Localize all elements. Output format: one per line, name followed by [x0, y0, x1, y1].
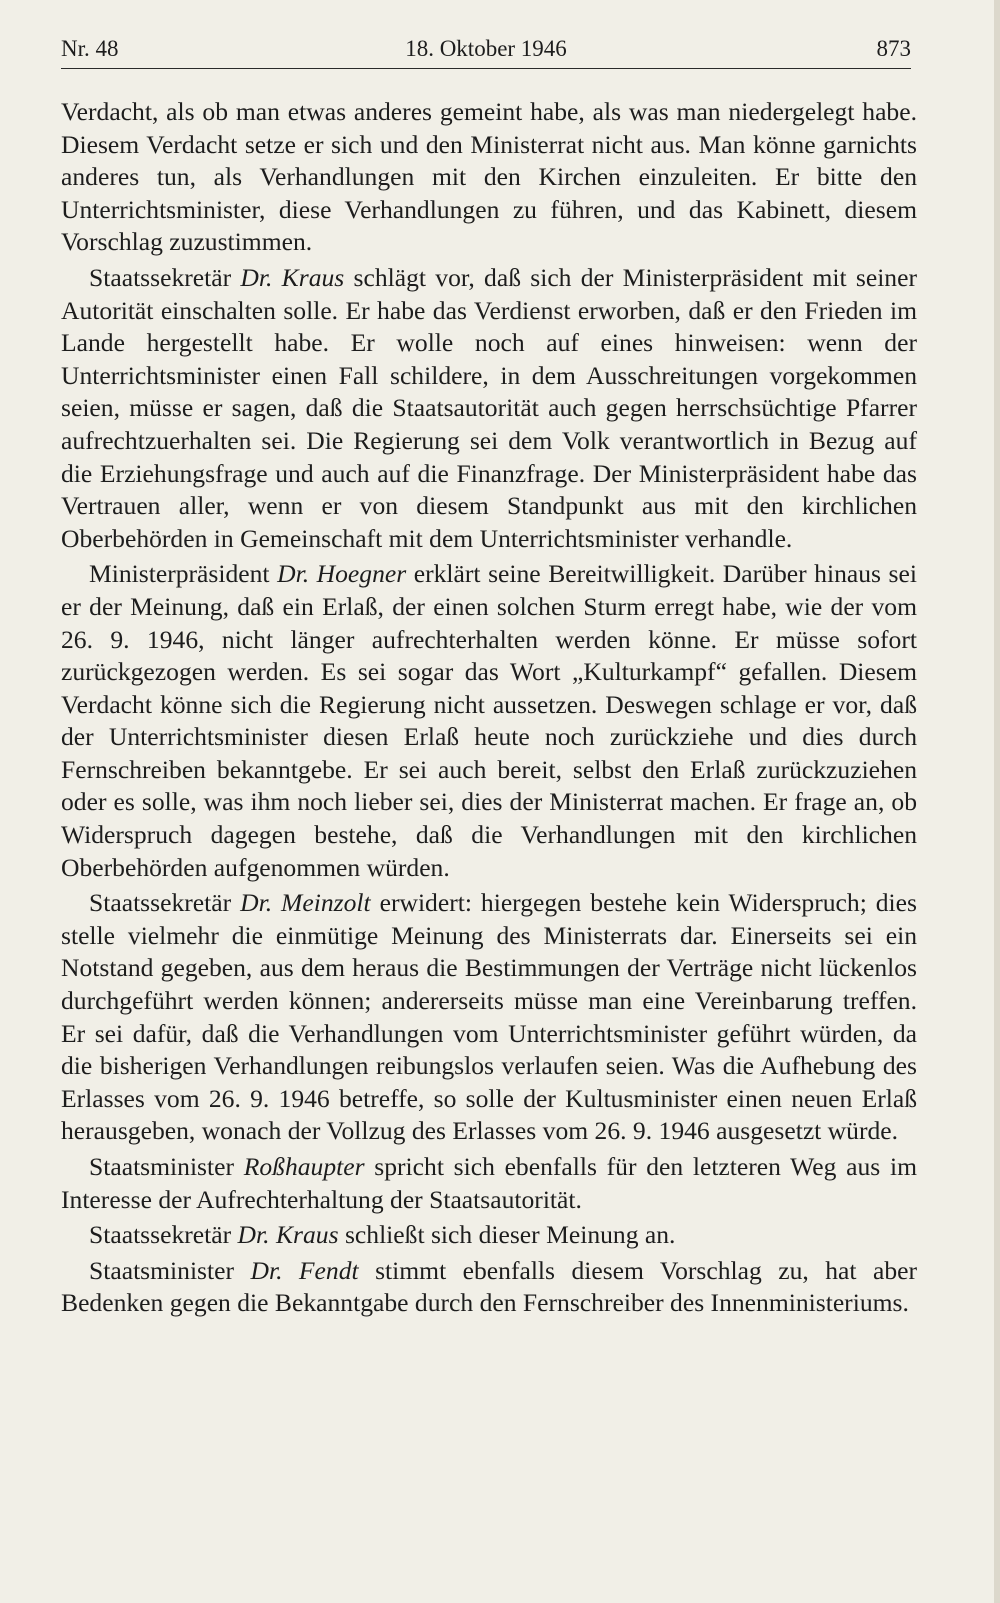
paragraph-hoegner [61, 558, 917, 884]
paragraph-text: erklärt seine Bereitwilligkeit. Darüber hinaus sei er der Meinung, daß ein Erlaß, der einen solchen Sturm erregt habe, wie der vom 26. 9. 1946, nicht länger aufrechterhalten werden könne. Er müsse sofort zurückgezogen werden. Es sei sogar das Wort „Kulturkampf“ gefallen. Diesem Verdacht könne sich die Regierung nicht aussetzen. Deswegen schlage er vor, daß der Unterrichtsminister diesen Erlaß heute noch zurückziehe und dies durch Fernschreiben bekanntgebe. Er sei auch bereit, selbst den Erlaß zurückzuziehen oder es solle, was ihm noch lieber sei, dies der Ministerrat machen. Er frage an, ob Widerspruch dagegen bestehe, daß die Verhandlungen mit den kirchlichen Oberbehörden aufgenommen würden. [61, 559, 917, 882]
speaker-name: Dr. Kraus [237, 1220, 339, 1250]
speaker-title: Staatssekretär [89, 262, 232, 292]
header-date: 18. Oktober 1946 [405, 36, 567, 61]
paragraph-text: erwidert: hiergegen bestehe kein Widerspruch; dies stelle vielmehr die einmütige Meinung des Ministerrats dar. Einerseits sei ein Notstand gegeben, aus dem heraus die Bestimmungen der Verträge nicht lückenlos durchgeführt werden können; andererseits müsse man eine Vereinbarung treffen. Er sei dafür, daß die Verhandlungen vom Unterrichtsminister geführt würden, da die bisherigen Verhandlungen reibungslos verlaufen seien. Was die Aufhebung des Erlasses vom 26. 9. 1946 betreffe, so solle der Kultusminister einen neuen Erlaß herausgeben, wonach der Vollzug des Erlasses vom 26. 9. 1946 ausgesetzt würde. [61, 888, 917, 1146]
speaker-title: Staatsminister [89, 1255, 235, 1285]
paragraph-meinzolt [61, 887, 917, 1148]
paragraph-kraus-2 [61, 1219, 917, 1252]
speaker-title: Staatsminister [89, 1152, 235, 1181]
issue-number: Nr. 48 [61, 36, 119, 61]
speaker-name: Dr. Kraus [240, 262, 345, 292]
speaker-name: Roßhaupter [243, 1152, 365, 1181]
paragraph-text: stimmt ebenfalls diesem Vorschlag zu, hat aber Bedenken gegen die Bekanntgabe durch den Fernschreiber des Innenministeriums. [61, 1255, 917, 1318]
paragraph-fendt [61, 1255, 917, 1320]
speaker-title: Ministerpräsident [89, 559, 270, 589]
body-text [61, 96, 917, 1323]
speaker-name: Dr. Meinzolt [240, 888, 371, 918]
paragraph-text: spricht sich ebenfalls für den letzteren Weg aus im Interesse der Aufrechterhaltung der Staatsautorität. [61, 1152, 917, 1214]
paragraph-kraus [61, 262, 917, 555]
page-number: 873 [876, 36, 911, 61]
speaker-title: Staatssekretär [89, 1220, 232, 1250]
paragraph-text: schlägt vor, daß sich der Ministerpräsident mit seiner Autorität einschalten solle. Er habe das Verdienst erworben, daß er den Frieden im Lande hergestellt habe. Er wolle noch auf eines hinweisen: wenn der Unterrichtsminister einen Fall schildere, in dem Ausschreitungen vorgekommen seien, müsse er sagen, daß die Staatsautorität auch gegen herrschsüchtige Pfarrer aufrechtzuerhalten sei. Die Regierung sei dem Volk verantwortlich in Bezug auf die Erziehungsfrage und auch auf die Finanzfrage. Der Ministerpräsident habe das Vertrauen aller, wenn er von diesem Standpunkt aus mit den kirchlichen Oberbehörden in Gemeinschaft mit dem Unterrichtsminister verhandle. [61, 262, 917, 553]
speaker-title: Staatssekretär [89, 888, 232, 918]
page-header [61, 34, 911, 69]
paragraph-rosshaupter [61, 1151, 917, 1216]
speaker-name: Dr. Fendt [250, 1255, 359, 1285]
paragraph-text: Verdacht, als ob man etwas anderes gemeint habe, als was man niedergelegt habe. Diesem Verdacht setze er sich und den Ministerrat nicht aus. Man könne garnichts anderes tun, als Verhandlungen mit den Kirchen einzuleiten. Er bitte den Unterrichtsminister, diese Verhandlungen zu führen, und das Kabinett, diesem Vorschlag zuzustimmen. [61, 97, 917, 257]
speaker-name: Dr. Hoegner [277, 559, 407, 589]
paragraph-continuation [61, 96, 917, 259]
paragraph-text: schließt sich dieser Meinung an. [344, 1220, 676, 1250]
